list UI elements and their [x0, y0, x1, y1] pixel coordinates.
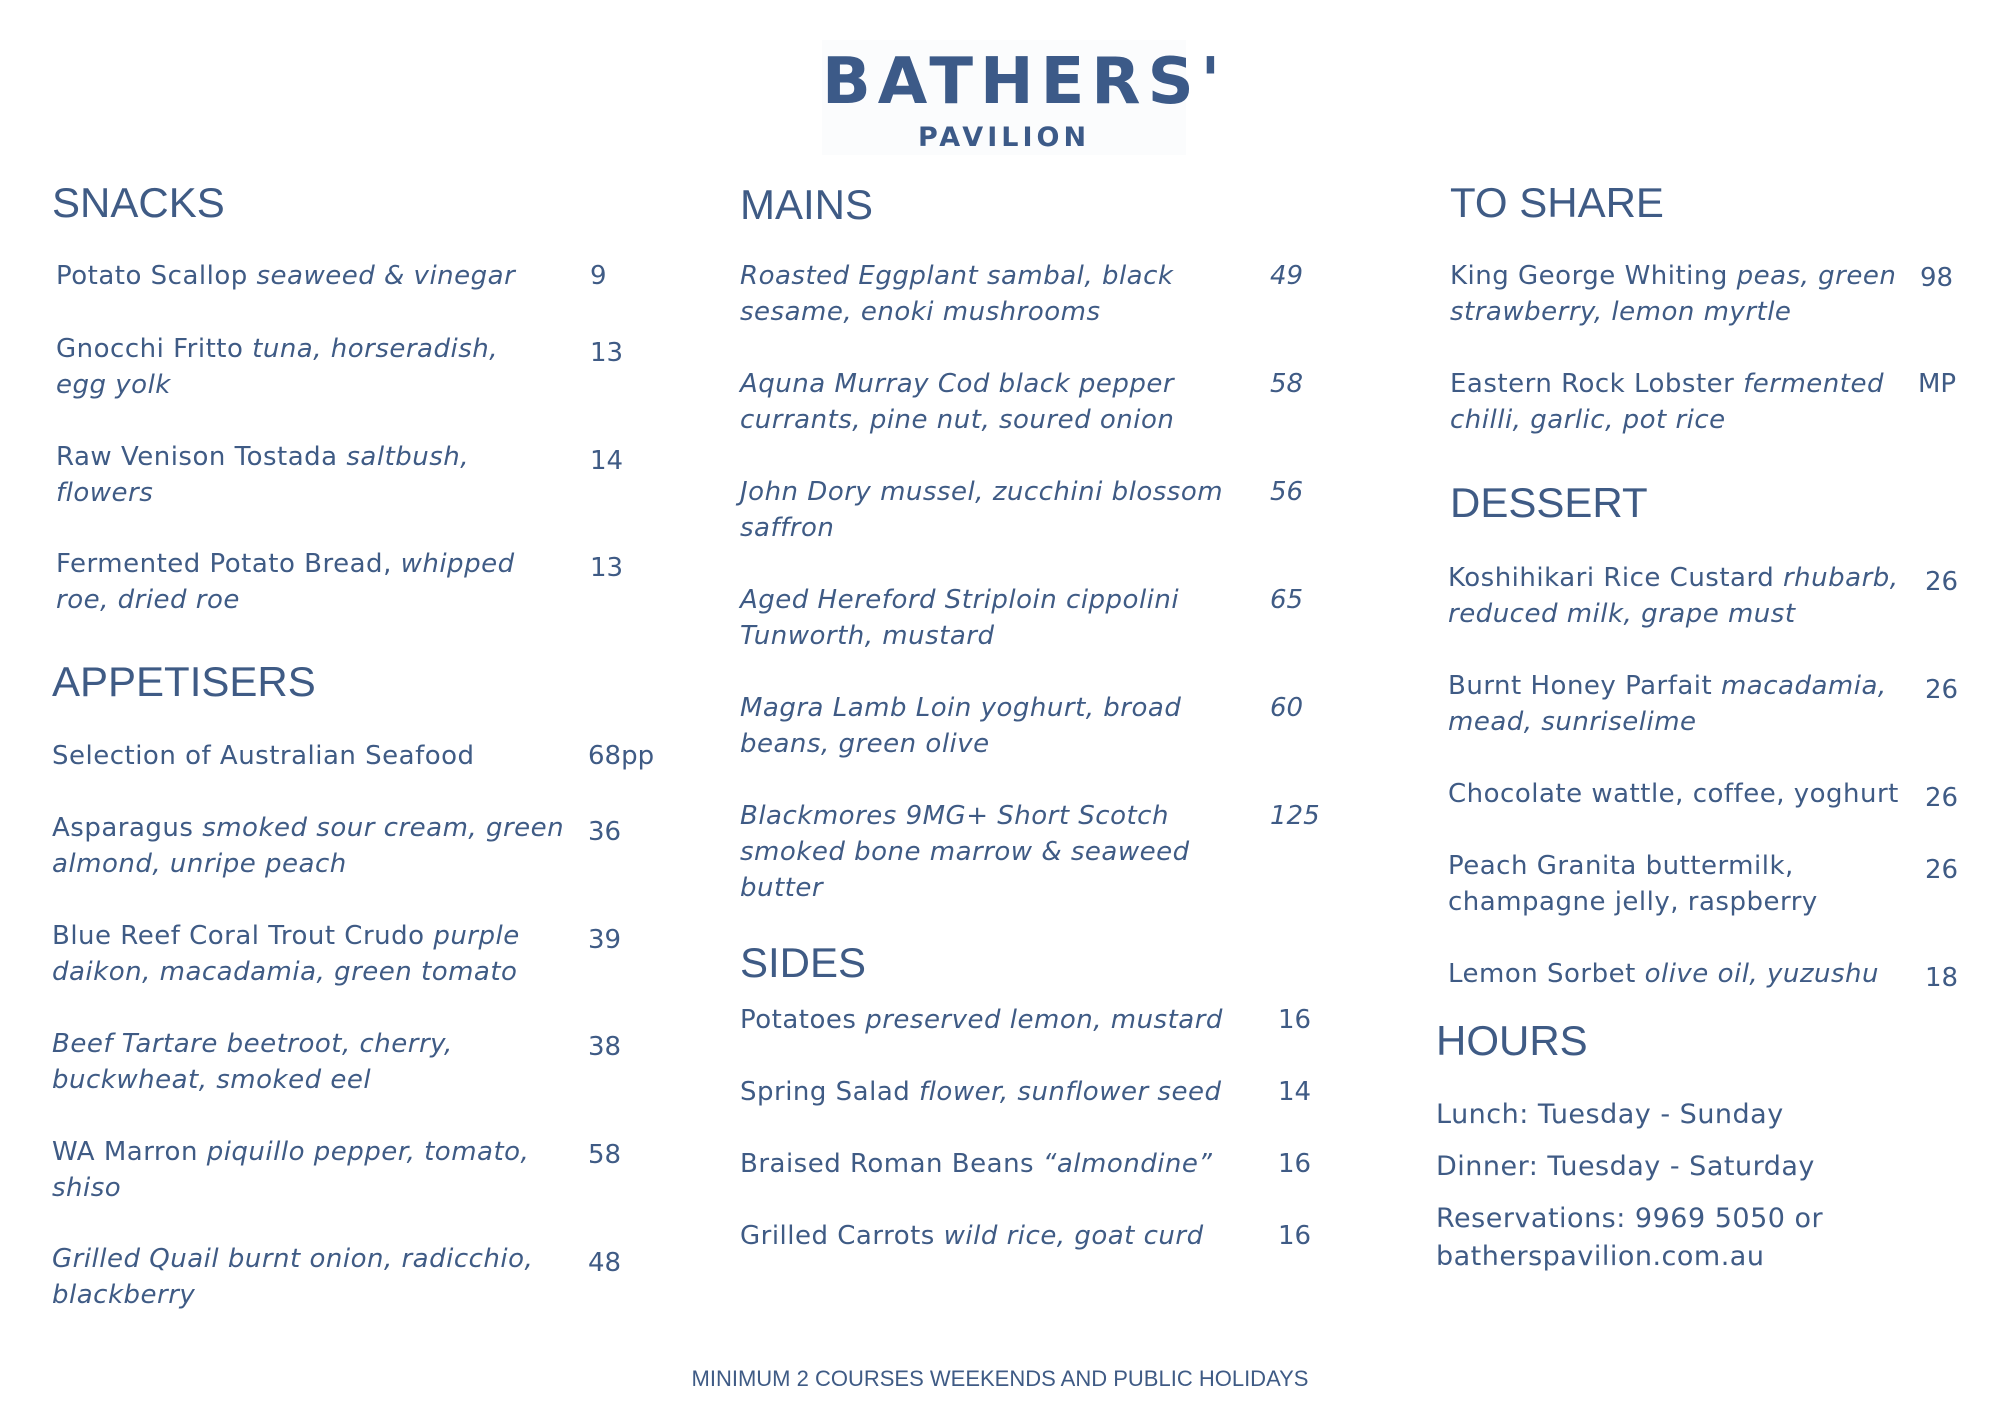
item-price: 26	[1925, 567, 1959, 597]
item-description: Aged Hereford Striploin cippolini Tunworth, mustard	[740, 585, 1180, 651]
item-name: Asparagus	[52, 813, 203, 843]
item-name: Peach Granita buttermilk, champagne jelly, raspberry	[1448, 851, 1818, 917]
item-description: tuna, horseradish, egg yolk	[56, 334, 499, 400]
item-name: Chocolate wattle, coffee, yoghurt	[1448, 779, 1899, 809]
item-description: purple daikon, macadamia, green tomato	[52, 921, 520, 987]
menu-item	[56, 258, 576, 294]
item-price: 38	[588, 1032, 622, 1062]
item-name: Fermented Potato Bread,	[56, 549, 401, 579]
menu-item	[1448, 956, 1928, 992]
dinner-hours: Dinner: Tuesday - Saturday	[1436, 1151, 1815, 1182]
item-name: Braised Roman Beans	[740, 1149, 1043, 1179]
item-price: MP	[1918, 369, 1957, 399]
dessert-heading: DESSERT	[1450, 479, 1648, 526]
to-share-heading: TO SHARE	[1450, 179, 1664, 226]
item-description: macadamia, mead, sunriselime	[1448, 671, 1887, 737]
item-name: Potato Scallop	[56, 261, 257, 291]
menu-item	[740, 366, 1230, 438]
item-description: seaweed & vinegar	[256, 261, 516, 291]
menu-item	[52, 1026, 522, 1098]
menu-item	[56, 546, 556, 618]
item-description: “almondine”	[1042, 1149, 1213, 1179]
item-price: 16	[1278, 1221, 1312, 1251]
item-price: 14	[590, 446, 624, 476]
sides-heading: SIDES	[740, 939, 867, 986]
item-description: piquillo pepper, tomato, shiso	[52, 1137, 530, 1203]
item-name: Lemon Sorbet	[1448, 959, 1645, 989]
item-price: 26	[1925, 675, 1959, 705]
lunch-hours: Lunch: Tuesday - Sunday	[1436, 1099, 1784, 1130]
menu-item	[740, 798, 1230, 906]
item-name: Potatoes	[740, 1005, 866, 1035]
item-name: Koshihikari Rice Custard	[1448, 563, 1783, 593]
footer-note: MINIMUM 2 COURSES WEEKENDS AND PUBLIC HOLIDAYS	[691, 1366, 1309, 1391]
item-name: Burnt Honey Parfait	[1448, 671, 1721, 701]
item-price: 56	[1270, 477, 1304, 507]
snacks-heading: SNACKS	[52, 179, 225, 226]
item-description: John Dory mussel, zucchini blossom saffron	[740, 477, 1224, 543]
item-description: flower, sunflower seed	[919, 1077, 1222, 1107]
logo-main-text: BATHERS'	[822, 45, 1228, 119]
item-price: 36	[588, 817, 622, 847]
menu-item	[740, 1146, 1280, 1182]
item-description: Grilled Quail burnt onion, radicchio, blackberry	[52, 1244, 534, 1310]
item-description: smoked sour cream, green almond, unripe peach	[52, 813, 565, 879]
menu-item	[52, 1134, 572, 1206]
item-price: 49	[1270, 261, 1304, 291]
item-name: Selection of Australian Seafood	[52, 741, 475, 771]
menu-item	[740, 474, 1260, 546]
item-description: Roasted Eggplant sambal, black sesame, enoki mushrooms	[740, 261, 1174, 327]
mains-heading: MAINS	[740, 181, 874, 228]
item-description: Blackmores 9MG+ Short Scotch smoked bone marrow & seaweed butter	[740, 801, 1190, 903]
reservations-website: batherspavilion.com.au	[1436, 1241, 1765, 1272]
item-price: 16	[1278, 1005, 1312, 1035]
item-price: 16	[1278, 1149, 1312, 1179]
menu-item	[1448, 668, 1918, 740]
item-name: Raw Venison Tostada	[56, 442, 347, 472]
item-description: whipped roe, dried roe	[56, 549, 515, 615]
menu-item	[52, 1241, 562, 1313]
appetisers-heading: APPETISERS	[52, 658, 316, 705]
item-description: Magra Lamb Loin yoghurt, broad beans, green olive	[740, 693, 1182, 759]
item-name: WA Marron	[52, 1137, 207, 1167]
item-description: Aquna Murray Cod black pepper currants, pine nut, soured onion	[740, 369, 1175, 435]
item-price: 125	[1270, 801, 1320, 831]
menu-item	[740, 1074, 1280, 1110]
menu-item	[1448, 776, 1928, 812]
item-description: saltbush, flowers	[56, 442, 470, 508]
item-price: 26	[1925, 855, 1959, 885]
menu-item	[1448, 560, 1928, 632]
item-description: wild rice, goat curd	[943, 1221, 1204, 1251]
menu-item	[740, 1218, 1280, 1254]
item-price: 9	[590, 261, 607, 291]
item-price: 58	[1270, 369, 1304, 399]
item-description: rhubarb, reduced milk, grape must	[1448, 563, 1899, 629]
menu-item	[740, 582, 1230, 654]
item-price: 58	[588, 1140, 622, 1170]
item-description: preserved lemon, mustard	[865, 1005, 1223, 1035]
menu-item	[1450, 258, 1920, 330]
menu-item	[1448, 848, 1888, 920]
menu-item	[740, 258, 1250, 330]
menu-item	[740, 1002, 1280, 1038]
menu-item	[56, 439, 526, 511]
item-name: Eastern Rock Lobster	[1450, 369, 1744, 399]
item-price: 18	[1925, 963, 1959, 993]
item-price: 14	[1278, 1077, 1312, 1107]
item-name: King George Whiting	[1450, 261, 1737, 291]
item-name: Spring Salad	[740, 1077, 920, 1107]
item-name: Blue Reef Coral Trout Crudo	[52, 921, 434, 951]
item-description: Beef Tartare beetroot, cherry, buckwheat, smoked eel	[52, 1029, 453, 1095]
item-price: 26	[1925, 783, 1959, 813]
item-price: 68pp	[588, 741, 655, 771]
item-name: Grilled Carrots	[740, 1221, 944, 1251]
restaurant-logo	[822, 40, 1228, 155]
item-price: 48	[588, 1248, 622, 1278]
item-price: 60	[1270, 693, 1304, 723]
item-price: 98	[1920, 263, 1954, 293]
item-price: 13	[590, 553, 624, 583]
item-description: fermented chilli, garlic, pot rice	[1450, 369, 1884, 435]
menu-item	[1450, 366, 1920, 438]
menu-item	[52, 738, 592, 774]
menu-item	[56, 331, 556, 403]
item-price: 39	[588, 925, 622, 955]
reservations-phone: Reservations: 9969 5050 or	[1436, 1203, 1824, 1234]
menu-item	[740, 690, 1230, 762]
menu-item	[52, 918, 562, 990]
hours-heading: HOURS	[1436, 1017, 1588, 1064]
menu-item	[52, 810, 572, 882]
item-description: olive oil, yuzushu	[1644, 959, 1879, 989]
item-price: 65	[1270, 585, 1304, 615]
item-name: Gnocchi Fritto	[56, 334, 253, 364]
item-price: 13	[590, 338, 624, 368]
item-description: peas, green strawberry, lemon myrtle	[1450, 261, 1897, 327]
logo-sub-text: PAVILION	[917, 122, 1091, 153]
